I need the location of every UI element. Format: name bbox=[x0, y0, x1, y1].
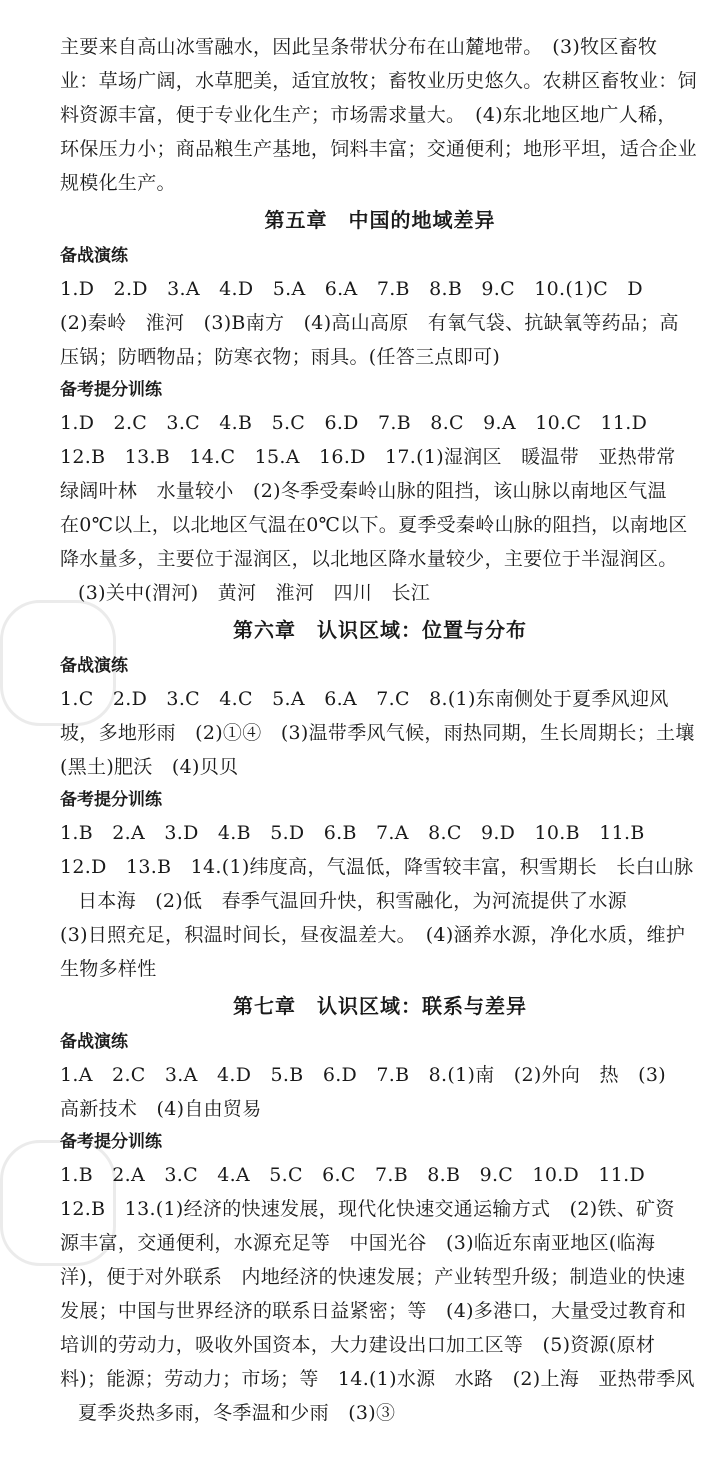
answer-line: 生物多样性 bbox=[60, 958, 157, 980]
answer-line: 1.B 2.A 3.D 4.B 5.D 6.B 7.A 8.C 9.D 10.B 11.B bbox=[60, 822, 645, 844]
answer-line: (2)秦岭 淮河 (3)B南方 (4)高山高原 有氧气袋、抗缺氧等药品；高 bbox=[60, 312, 679, 334]
answer-line: 发展；中国与世界经济的联系日益紧密；等 (4)多港口，大量受过教育和 bbox=[60, 1300, 687, 1322]
section-heading: 备战演练 bbox=[60, 246, 128, 266]
answer-line: 1.D 2.C 3.C 4.B 5.C 6.D 7.B 8.C 9.A 10.C 11.D bbox=[60, 412, 648, 434]
answer-page bbox=[60, 30, 700, 1430]
answer-line: 1.B 2.A 3.C 4.A 5.C 6.C 7.B 8.B 9.C 10.D 11.D bbox=[60, 1164, 646, 1186]
answer-line: 培训的劳动力，吸收外国资本，大力建设出口加工区等 (5)资源(原材 bbox=[60, 1334, 656, 1356]
intro-block bbox=[60, 30, 700, 200]
answer-line: 高新技术 (4)自由贸易 bbox=[60, 1098, 262, 1120]
answer-line: 夏季炎热多雨，冬季温和少雨 (3)③ bbox=[78, 1402, 396, 1424]
answer-line: 1.A 2.C 3.A 4.D 5.B 6.D 7.B 8.(1)南 (2)外向 热 (3) bbox=[60, 1064, 666, 1086]
answer-line: (3)关中(渭河) 黄河 淮河 四川 长江 bbox=[78, 582, 431, 604]
answer-line: 1.D 2.D 3.A 4.D 5.A 6.A 7.B 8.B 9.C 10.(1)C D bbox=[60, 278, 643, 300]
answer-line: 坡，多地形雨 (2)①④ (3)温带季风气候，雨热同期，生长周期长；土壤 bbox=[60, 722, 695, 744]
chapter-title: 第五章 中国的地域差异 bbox=[264, 208, 496, 232]
answer-line: 压锅；防晒物品；防寒衣物；雨具。(任答三点即可) bbox=[60, 346, 501, 368]
section-heading: 备考提分训练 bbox=[60, 380, 162, 400]
section-heading: 备战演练 bbox=[60, 656, 128, 676]
answer-line: 1.C 2.D 3.C 4.C 5.A 6.A 7.C 8.(1)东南侧处于夏季风迎风 bbox=[60, 688, 669, 710]
answer-line: 12.B 13.B 14.C 15.A 16.D 17.(1)湿润区 暖温带 亚热带常 bbox=[60, 446, 676, 468]
answer-line: 绿阔叶林 水量较小 (2)冬季受秦岭山脉的阻挡，该山脉以南地区气温 bbox=[60, 480, 667, 502]
section-heading: 备考提分训练 bbox=[60, 1132, 162, 1152]
text-line: 业：草场广阔，水草肥美，适宜放牧；畜牧业历史悠久。农耕区畜牧业：饲 bbox=[60, 70, 697, 92]
answer-line: 洋)，便于对外联系 内地经济的快速发展；产业转型升级；制造业的快速 bbox=[60, 1266, 686, 1288]
answer-line: (黑土)肥沃 (4)贝贝 bbox=[60, 756, 239, 778]
answer-line: 12.B 13.(1)经济的快速发展，现代化快速交通运输方式 (2)铁、矿资 bbox=[60, 1198, 675, 1220]
text-line: 主要来自高山冰雪融水，因此呈条带状分布在山麓地带。 (3)牧区畜牧 bbox=[60, 36, 658, 58]
answer-line: 降水量多，主要位于湿润区，以北地区降水量较少，主要位于半湿润区。 bbox=[60, 548, 678, 570]
answer-line: 在0℃以上，以北地区气温在0℃以下。夏季受秦岭山脉的阻挡，以南地区 bbox=[60, 514, 688, 536]
text-line: 料资源丰富，便于专业化生产；市场需求量大。 (4)东北地区地广人稀， bbox=[60, 104, 677, 126]
answer-line: 料)；能源；劳动力；市场；等 14.(1)水源 水路 (2)上海 亚热带季风 bbox=[60, 1368, 695, 1390]
text-line: 环保压力小；商品粮生产基地，饲料丰富；交通便利；地形平坦，适合企业 bbox=[60, 138, 697, 160]
answer-line: 日本海 (2)低 春季气温回升快，积雪融化，为河流提供了水源 bbox=[78, 890, 627, 912]
section-heading: 备战演练 bbox=[60, 1032, 128, 1052]
answer-line: (3)日照充足，积温时间长，昼夜温差大。 (4)涵养水源，净化水质，维护 bbox=[60, 924, 686, 946]
chapter-title: 第六章 认识区域：位置与分布 bbox=[233, 618, 527, 642]
chapter-title: 第七章 认识区域：联系与差异 bbox=[233, 994, 527, 1018]
section-heading: 备考提分训练 bbox=[60, 790, 162, 810]
text-line: 规模化生产。 bbox=[60, 172, 176, 194]
answer-line: 源丰富，交通便利，水源充足等 中国光谷 (3)临近东南亚地区(临海 bbox=[60, 1232, 656, 1254]
answer-line: 12.D 13.B 14.(1)纬度高，气温低，降雪较丰富，积雪期长 长白山脉 bbox=[60, 856, 694, 878]
